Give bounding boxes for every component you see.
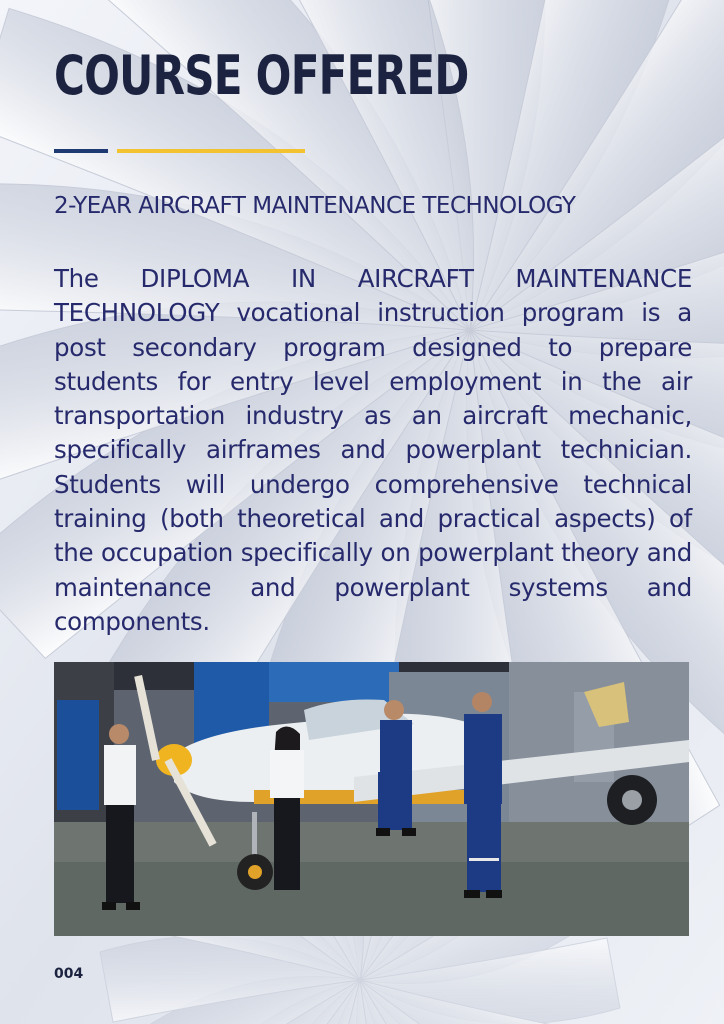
accent-bar-yellow [117, 149, 305, 153]
course-name: 2-YEAR AIRCRAFT MAINTENANCE TECHNOLOGY [54, 193, 576, 219]
accent-bar-navy [54, 149, 108, 153]
course-description: The DIPLOMA IN AIRCRAFT MAINTENANCE TECHNOLOGY vocational instruction program is a post secondary program designed to prepare students for entry level employment in the air transportation industry as an aircraft mechanic, specifically airframes and powerplant technician. Students will undergo comprehensive technical training (both theoretical and practical aspects) of the occupation specifically on powerplant theory and maintenance and powerplant systems and components. [54, 264, 692, 636]
student-figure [376, 700, 416, 836]
student-figure [270, 726, 304, 890]
page-number: 004 [54, 966, 84, 982]
hangar-photo [54, 662, 689, 936]
page-title: COURSE OFFERED [54, 44, 469, 107]
student-figure [464, 692, 502, 898]
